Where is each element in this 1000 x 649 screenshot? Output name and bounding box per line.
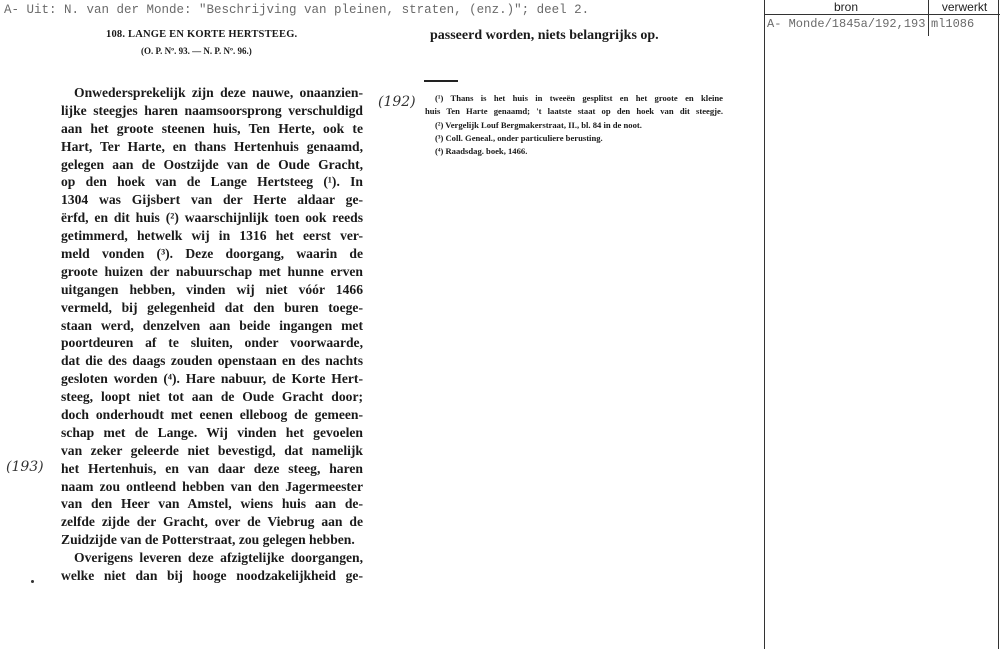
body-line: gesloten worden (⁴). Hare nabuur, de Korte Hert- [61,371,363,387]
body-line: Overigens leveren deze afzigtelijke doorgangen, [74,550,363,566]
body-line: staan werd, denzelven aan beide ingangen met [61,317,363,333]
footnote-divider [424,80,458,82]
table-right-border [998,0,999,649]
footnote-line: (²) Vergelijk Louf Bergmakerstraat, II., bl. 84 in de noot. [435,119,642,130]
footnotes [425,92,723,158]
body-line: meld vonden (³). Deze doorgang, waarin de [61,246,363,262]
body-line: van zeker geleerde niet bevestigd, dat namelijk [61,442,363,458]
footnote-line: huis Ten Harte genaamd; 't laatste staat op den hoek van dit steegje. [425,106,723,117]
body-line: steeg, loopt niet tot aan de Oude Gracht door; [61,389,363,405]
footnote-line: (³) Coll. Geneal., onder particuliere berusting. [435,132,603,143]
body-line: welke niet dan bij hooge noodzakelijkheid ge- [61,568,363,584]
body-line: vermeld, bij gelegenheid dat den buren toege- [61,299,363,315]
source-line: A- Uit: N. van der Monde: "Beschrijving van pleinen, straten, (enz.)"; deel 2. [4,3,590,17]
page-mark-192: (192) [378,94,416,110]
body-line: van den Heer van Amstel, wiens huis aan de- [61,496,363,512]
footnote-line: (¹) Thans is het huis in tweeën gesplitst en het groote en kleine [435,93,723,103]
body-line: schap met de Lange. Wij vinden het gevoelen [61,424,363,440]
article-body [61,84,363,585]
body-line: lijke steegjes haren naamsoorsprong verschuldigd [61,102,363,118]
body-line: poortdeuren af te sluiten, onder voorwaarde, [61,335,363,351]
column-header-bron: bron [833,0,859,14]
body-line: ërfd, en dit huis (²) waarschijnlijk toen ook reeds [61,210,363,226]
body-line: groote huizen der nabuurschap met hunne erven [61,263,363,279]
cell-verwerkt: ml1086 [931,17,975,31]
body-line: naam zou ontleend hebben van den Jagermeester [61,478,363,494]
body-line: op den hoek van de Lange Hertsteeg (¹). In [61,174,363,190]
body-line: Onwedersprekelijk zijn deze nauwe, onaanzien- [74,85,363,100]
body-line: doch onderhoudt met eenen elleboog de gemeen- [61,407,363,423]
column-header-verwerkt: verwerkt [941,0,988,14]
column-divider [928,0,929,36]
cell-bron: A- Monde/1845a/192,193 [767,17,926,31]
header-divider [764,14,1000,15]
body-line: aan het groote steenen huis, Ten Herte, ook te [61,120,363,136]
table-left-border [764,0,765,649]
body-line: uitgangen hebben, vinden wij niet vóór 1466 [61,281,363,297]
body-line: Zuidzijde van de Potterstraat, zou gelegen hebben. [61,532,355,548]
body-line: zelfde zijde der Gracht, over de Viebrug aan de [61,514,363,530]
body-line: Hart, Ter Harte, en thans Hertenhuis genaamd, [61,138,363,154]
article-subheading: (O. P. Nº. 93. — N. P. Nº. 96.) [141,46,252,56]
body-line: 1304 was Gijsbert van der Herte aldaar ge- [61,192,363,208]
page-mark-193: (193) [6,459,44,475]
speck [31,580,34,583]
body-line: gelegen aan de Oostzijde van de Oude Gracht, [61,156,363,172]
body-line: het Hertenhuis, en van daar deze steeg, haren [61,460,363,476]
article-heading: 108. LANGE EN KORTE HERTSTEEG. [106,29,298,40]
body-line: dat die des daags zouden openstaan en des nachts [61,353,363,369]
footnote-line: (⁴) Raadsdag. boek, 1466. [435,146,528,157]
body-line: getimmerd, hetwelk wij in 1316 het eerst ver- [61,228,363,244]
continued-text: passeerd worden, niets belangrijks op. [430,28,659,43]
